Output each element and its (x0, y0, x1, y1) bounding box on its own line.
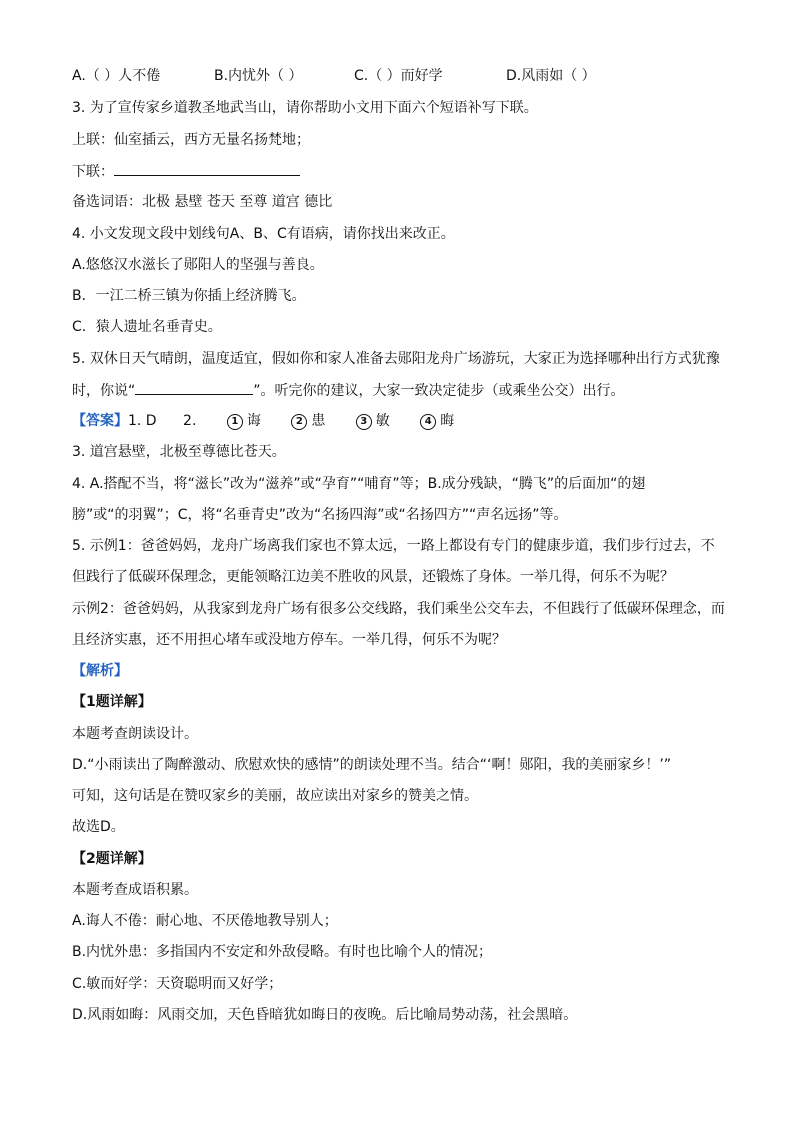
answer-char: 晦 (440, 413, 455, 429)
answer-4-line-1: 4. A.搭配不当，将“滋长”改为“滋养”或“孕育”“哺育”等；B.成分残缺，“腾飞”的后面加“的翅 (72, 476, 646, 492)
q4-sentence-c: C．猿人遗址名垂青史。 (72, 319, 222, 335)
detail-1-title: 【1题详解】 (72, 694, 152, 710)
option-d: D.风雨如（ ） (506, 68, 596, 84)
circled-number: 2 (291, 414, 307, 430)
option-c: C.（ ）而好学 (354, 68, 443, 84)
detail-1-intro: 本题考查朗读设计。 (72, 726, 198, 742)
answer-char: 诲 (246, 413, 261, 429)
q4-sentence-a: A.悠悠汉水滋长了郧阳人的坚强与善良。 (72, 257, 324, 273)
detail-2-option-c: C.敏而好学：天资聪明而又好学； (72, 976, 283, 992)
q3-lower-couplet (72, 161, 724, 182)
analysis-label-text: 【解析】 (72, 663, 128, 679)
q5-line-2 (72, 380, 724, 401)
answer-5-example-2-line-2: 且经济实惠，还不用担心堵车或没地方停车。一举几得，何乐不为呢？ (72, 632, 506, 648)
answer-2-item-1 (227, 411, 261, 431)
answer-char: 敏 (375, 413, 390, 429)
detail-1-conclusion: 故选D。 (72, 819, 125, 835)
answer-label: 【答案】 (72, 413, 128, 429)
detail-1-line-2: 可知，这句话是在赞叹家乡的美丽，故应读出对家乡的赞美之情。 (72, 788, 478, 804)
detail-2-option-a: A.诲人不倦：耐心地、不厌倦地教导别人； (72, 913, 338, 929)
answer-3: 3. 道宫悬壁，北极至尊德比苍天。 (72, 444, 286, 460)
answer-5-example-1-line-2: 但践行了低碳环保理念，更能领略江边美不胜收的风景，还锻炼了身体。一举几得，何乐不为呢？ (72, 569, 674, 585)
detail-2-option-b: B.内忧外患：多指国内不安定和外敌侵略。有时也比喻个人的情况； (72, 944, 493, 960)
option-a: A.（ ）人不倦 (72, 68, 161, 84)
q5-line-2-pre: 时，你说“ (72, 383, 136, 399)
answer-5-example-2-line-1: 示例2：爸爸妈妈，从我家到龙舟广场有很多公交线路，我们乘坐公交车去，不但践行了低碳环保理念，而 (72, 601, 725, 617)
circled-number: 4 (420, 414, 436, 430)
option-b: B.内忧外（ ） (214, 68, 303, 84)
detail-2-option-d: D.风雨如晦：风雨交加，天色昏暗犹如晦日的夜晚。后比喻局势动荡，社会黑暗。 (72, 1007, 578, 1023)
detail-1-line-1: D.“小雨读出了陶醉激动、欣慰欢快的感情”的朗读处理不当。结合“‘啊！郧阳，我的美丽家乡！’” (72, 757, 672, 773)
answer-4-line-2: 膀”或“的羽翼”；C，将“名垂青史”改为“名扬四海”或“名扬四方”“声名远扬”等。 (72, 507, 568, 523)
answer-1: 1. D (128, 413, 157, 429)
q3-answer-blank (114, 161, 300, 176)
q3-question: 3. 为了宣传家乡道教圣地武当山，请你帮助小文用下面六个短语补写下联。 (72, 100, 538, 116)
q5-line-1: 5. 双休日天气晴朗，温度适宜，假如你和家人准备去郧阳龙舟广场游玩，大家正为选择哪种出行方式犹豫 (72, 351, 720, 367)
q5-answer-blank (135, 380, 253, 395)
answer-5-example-1-line-1: 5. 示例1：爸爸妈妈，龙舟广场离我们家也不算太远，一路上都设有专门的健康步道，我们步行过去，不 (72, 538, 715, 554)
circled-number: 3 (356, 414, 372, 430)
detail-2-title: 【2题详解】 (72, 851, 152, 867)
answer-2-item-3 (356, 411, 390, 431)
detail-2-intro: 本题考查成语积累。 (72, 882, 198, 898)
answer-2-item-2 (291, 411, 325, 431)
q4-sentence-b: B．一江二桥三镇为你插上经济腾飞。 (72, 288, 306, 304)
circled-number: 1 (227, 414, 243, 430)
q5-line-2-post: ”。听完你的建议，大家一致决定徒步（或乘坐公交）出行。 (253, 383, 625, 399)
q3-word-bank: 备选词语：北极 悬壁 苍天 至尊 道宫 德比 (72, 194, 333, 210)
q4-question: 4. 小文发现文段中划线句A、B、C有语病，请你找出来改正。 (72, 226, 455, 242)
answer-2-label: 2. (183, 413, 197, 429)
answer-2-item-4 (420, 411, 454, 431)
answer-row (72, 411, 724, 431)
analysis-label (72, 661, 724, 681)
q3-lower-label: 下联： (72, 164, 114, 180)
q3-upper-couplet: 上联：仙室插云，西方无量名扬梵地； (72, 132, 310, 148)
answer-char: 患 (311, 413, 326, 429)
